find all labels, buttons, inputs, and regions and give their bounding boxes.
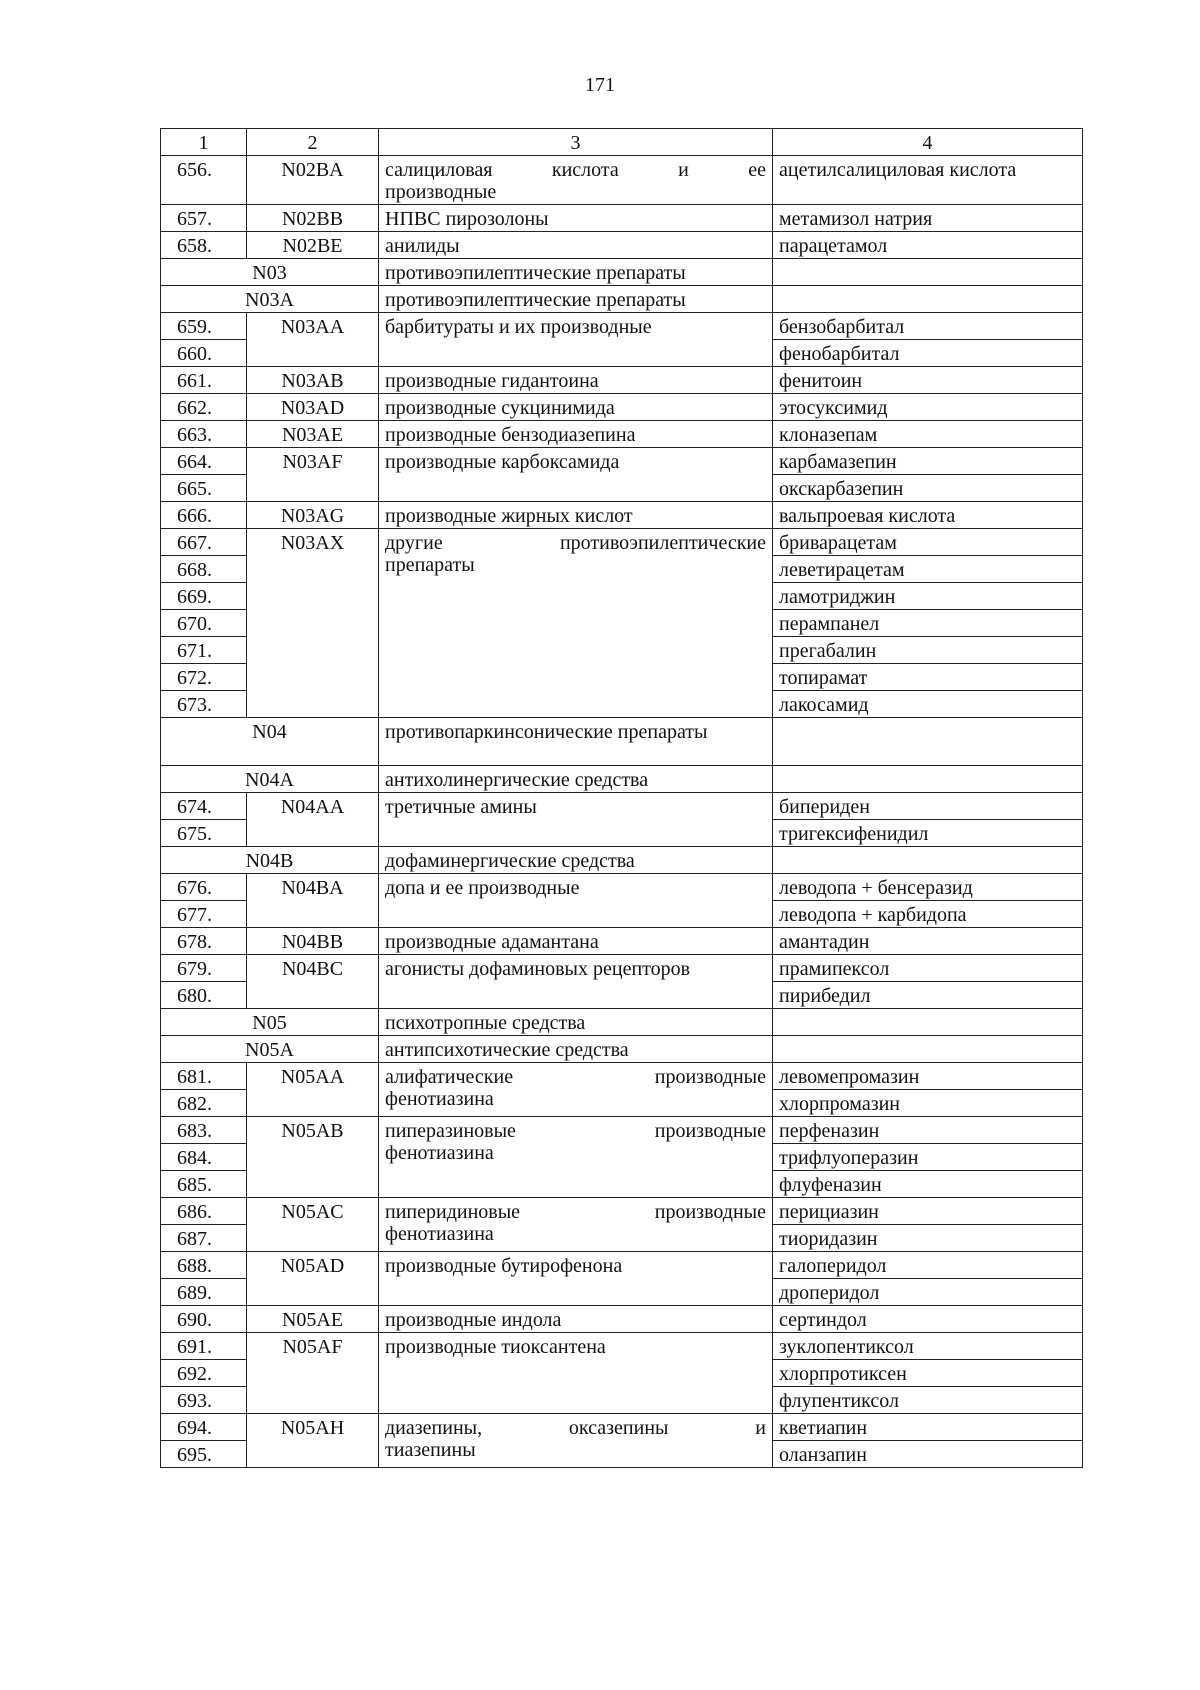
description-word: производные bbox=[654, 1201, 766, 1223]
row-number: 678. bbox=[161, 928, 247, 955]
drug-name: ацетилсалициловая кислота bbox=[773, 156, 1083, 205]
table-row bbox=[161, 367, 1083, 394]
description-word: оксазепины bbox=[568, 1417, 669, 1439]
drug-name: бензобарбитал bbox=[773, 313, 1083, 340]
atc-description: производные жирных кислот bbox=[379, 502, 773, 529]
group-row bbox=[161, 286, 1083, 313]
description-word: другие bbox=[385, 532, 443, 554]
description-line: фенотиазина bbox=[385, 1088, 494, 1110]
atc-description bbox=[379, 1063, 773, 1117]
group-row bbox=[161, 1009, 1083, 1036]
group-description: противопаркинсонические препараты bbox=[379, 718, 773, 766]
description-line: фенотиазина bbox=[385, 1142, 494, 1164]
row-number: 691. bbox=[161, 1333, 247, 1360]
drug-name: тригексифенидил bbox=[773, 820, 1083, 847]
row-number: 664. bbox=[161, 448, 247, 475]
atc-description bbox=[379, 1117, 773, 1198]
drug-name: пирибедил bbox=[773, 982, 1083, 1009]
drug-name: фенитоин bbox=[773, 367, 1083, 394]
row-number: 685. bbox=[161, 1171, 247, 1198]
drug-name: вальпроевая кислота bbox=[773, 502, 1083, 529]
description-word: противоэпилептические bbox=[559, 532, 766, 554]
atc-description: производные тиоксантена bbox=[379, 1333, 773, 1414]
atc-description: анилиды bbox=[379, 232, 773, 259]
group-code: N04B bbox=[161, 847, 379, 874]
page-number: 171 bbox=[585, 74, 615, 96]
row-number: 679. bbox=[161, 955, 247, 982]
row-number: 688. bbox=[161, 1252, 247, 1279]
table-row bbox=[161, 232, 1083, 259]
group-code: N04 bbox=[161, 718, 379, 766]
atc-code: N02BB bbox=[247, 205, 379, 232]
description-word: производные bbox=[654, 1120, 766, 1142]
row-number: 660. bbox=[161, 340, 247, 367]
description-word: и bbox=[678, 159, 689, 181]
row-number: 689. bbox=[161, 1279, 247, 1306]
table-row bbox=[161, 1333, 1083, 1360]
atc-code: N03AA bbox=[247, 313, 379, 367]
group-code: N03 bbox=[161, 259, 379, 286]
atc-description: производные карбоксамида bbox=[379, 448, 773, 502]
row-number: 693. bbox=[161, 1387, 247, 1414]
table-row bbox=[161, 502, 1083, 529]
table-header-row bbox=[161, 129, 1083, 156]
description-word: пиперидиновые bbox=[385, 1201, 521, 1223]
atc-description: НПВС пирозолоны bbox=[379, 205, 773, 232]
drug-name: фенобарбитал bbox=[773, 340, 1083, 367]
table-row bbox=[161, 874, 1083, 901]
atc-code: N04BB bbox=[247, 928, 379, 955]
atc-code: N05AC bbox=[247, 1198, 379, 1252]
atc-description: агонисты дофаминовых рецепторов bbox=[379, 955, 773, 1009]
group-description: антипсихотические средства bbox=[379, 1036, 773, 1063]
drug-name: ламотриджин bbox=[773, 583, 1083, 610]
atc-code: N05AF bbox=[247, 1333, 379, 1414]
drug-name: леводопа + карбидопа bbox=[773, 901, 1083, 928]
row-number: 676. bbox=[161, 874, 247, 901]
drug-name: леветирацетам bbox=[773, 556, 1083, 583]
row-number: 675. bbox=[161, 820, 247, 847]
drug-name: топирамат bbox=[773, 664, 1083, 691]
drug-name: левомепромазин bbox=[773, 1063, 1083, 1090]
description-word: и bbox=[755, 1417, 766, 1439]
row-number: 674. bbox=[161, 793, 247, 820]
group-row bbox=[161, 259, 1083, 286]
drug-name: этосуксимид bbox=[773, 394, 1083, 421]
description-line: тиазепины bbox=[385, 1439, 476, 1461]
empty-cell bbox=[773, 766, 1083, 793]
atc-description bbox=[379, 529, 773, 718]
empty-cell bbox=[773, 286, 1083, 313]
column-header-2: 2 bbox=[247, 129, 379, 156]
table-row bbox=[161, 205, 1083, 232]
atc-code: N04AA bbox=[247, 793, 379, 847]
table-row bbox=[161, 313, 1083, 340]
description-line: производные bbox=[385, 181, 497, 203]
row-number: 695. bbox=[161, 1441, 247, 1468]
row-number: 658. bbox=[161, 232, 247, 259]
drug-name: хлорпротиксен bbox=[773, 1360, 1083, 1387]
table-row bbox=[161, 394, 1083, 421]
drug-name: амантадин bbox=[773, 928, 1083, 955]
atc-code: N03AF bbox=[247, 448, 379, 502]
row-number: 666. bbox=[161, 502, 247, 529]
empty-cell bbox=[773, 718, 1083, 766]
row-number: 670. bbox=[161, 610, 247, 637]
atc-description: барбитураты и их производные bbox=[379, 313, 773, 367]
row-number: 667. bbox=[161, 529, 247, 556]
description-word: салициловая bbox=[385, 159, 493, 181]
row-number: 665. bbox=[161, 475, 247, 502]
atc-description: третичные амины bbox=[379, 793, 773, 847]
table-row bbox=[161, 1252, 1083, 1279]
row-number: 686. bbox=[161, 1198, 247, 1225]
atc-code: N05AE bbox=[247, 1306, 379, 1333]
atc-code: N05AB bbox=[247, 1117, 379, 1198]
table-row bbox=[161, 1306, 1083, 1333]
row-number: 692. bbox=[161, 1360, 247, 1387]
description-line: фенотиазина bbox=[385, 1223, 494, 1245]
row-number: 659. bbox=[161, 313, 247, 340]
drug-name: бриварацетам bbox=[773, 529, 1083, 556]
empty-cell bbox=[773, 1036, 1083, 1063]
atc-code: N03AE bbox=[247, 421, 379, 448]
group-code: N04A bbox=[161, 766, 379, 793]
atc-code: N05AD bbox=[247, 1252, 379, 1306]
description-line-justified bbox=[385, 1120, 766, 1142]
group-description: дофаминергические средства bbox=[379, 847, 773, 874]
atc-code: N04BA bbox=[247, 874, 379, 928]
table-row bbox=[161, 1198, 1083, 1225]
drug-name: хлорпромазин bbox=[773, 1090, 1083, 1117]
group-row bbox=[161, 1036, 1083, 1063]
drug-name: метамизол натрия bbox=[773, 205, 1083, 232]
drug-name: кветиапин bbox=[773, 1414, 1083, 1441]
drug-name: сертиндол bbox=[773, 1306, 1083, 1333]
atc-code: N04BC bbox=[247, 955, 379, 1009]
row-number: 662. bbox=[161, 394, 247, 421]
row-number: 694. bbox=[161, 1414, 247, 1441]
row-number: 682. bbox=[161, 1090, 247, 1117]
atc-description: производные индола bbox=[379, 1306, 773, 1333]
atc-description: производные бутирофенона bbox=[379, 1252, 773, 1306]
table-row bbox=[161, 1414, 1083, 1441]
column-header-3: 3 bbox=[379, 129, 773, 156]
drug-name: флупентиксол bbox=[773, 1387, 1083, 1414]
drug-name: галоперидол bbox=[773, 1252, 1083, 1279]
description-word: ее bbox=[748, 159, 766, 181]
drug-name: зуклопентиксол bbox=[773, 1333, 1083, 1360]
drug-name: флуфеназин bbox=[773, 1171, 1083, 1198]
atc-code: N02BE bbox=[247, 232, 379, 259]
group-description: противоэпилептические препараты bbox=[379, 286, 773, 313]
table-row bbox=[161, 156, 1083, 205]
description-line: препараты bbox=[385, 554, 475, 576]
row-number: 684. bbox=[161, 1144, 247, 1171]
row-number: 656. bbox=[161, 156, 247, 205]
atc-description: производные бензодиазепина bbox=[379, 421, 773, 448]
drug-name: окскарбазепин bbox=[773, 475, 1083, 502]
table-row bbox=[161, 448, 1083, 475]
group-row bbox=[161, 766, 1083, 793]
group-row bbox=[161, 718, 1083, 766]
atc-description: производные адамантана bbox=[379, 928, 773, 955]
atc-description: производные сукцинимида bbox=[379, 394, 773, 421]
group-row bbox=[161, 847, 1083, 874]
row-number: 681. bbox=[161, 1063, 247, 1090]
drug-classification-table bbox=[160, 128, 1083, 1468]
description-word: пиперазиновые bbox=[385, 1120, 516, 1142]
drug-name: дроперидол bbox=[773, 1279, 1083, 1306]
description-word: диазепины, bbox=[385, 1417, 483, 1439]
row-number: 661. bbox=[161, 367, 247, 394]
atc-code: N05AH bbox=[247, 1414, 379, 1468]
description-line-justified bbox=[385, 1417, 766, 1439]
drug-name: тиоридазин bbox=[773, 1225, 1083, 1252]
table-row bbox=[161, 421, 1083, 448]
description-line-justified bbox=[385, 159, 766, 181]
description-line-justified bbox=[385, 532, 766, 554]
row-number: 673. bbox=[161, 691, 247, 718]
drug-name: оланзапин bbox=[773, 1441, 1083, 1468]
atc-description bbox=[379, 1414, 773, 1468]
table-row bbox=[161, 793, 1083, 820]
empty-cell bbox=[773, 259, 1083, 286]
atc-code: N02BA bbox=[247, 156, 379, 205]
table-row bbox=[161, 1063, 1083, 1090]
drug-name: прегабалин bbox=[773, 637, 1083, 664]
description-line-justified bbox=[385, 1066, 766, 1088]
drug-name: перампанел bbox=[773, 610, 1083, 637]
drug-name: парацетамол bbox=[773, 232, 1083, 259]
atc-description: допа и ее производные bbox=[379, 874, 773, 928]
row-number: 677. bbox=[161, 901, 247, 928]
drug-name: перициазин bbox=[773, 1198, 1083, 1225]
row-number: 690. bbox=[161, 1306, 247, 1333]
row-number: 683. bbox=[161, 1117, 247, 1144]
row-number: 687. bbox=[161, 1225, 247, 1252]
table-row bbox=[161, 928, 1083, 955]
table-row bbox=[161, 529, 1083, 556]
drug-name: лакосамид bbox=[773, 691, 1083, 718]
atc-code: N03AB bbox=[247, 367, 379, 394]
drug-name: прамипексол bbox=[773, 955, 1083, 982]
description-word: алифатические bbox=[385, 1066, 514, 1088]
empty-cell bbox=[773, 847, 1083, 874]
table-body bbox=[161, 156, 1083, 1468]
group-description: антихолинергические средства bbox=[379, 766, 773, 793]
atc-description bbox=[379, 156, 773, 205]
drug-name: перфеназин bbox=[773, 1117, 1083, 1144]
table-row bbox=[161, 1117, 1083, 1144]
group-code: N05 bbox=[161, 1009, 379, 1036]
drug-name: леводопа + бенсеразид bbox=[773, 874, 1083, 901]
group-code: N03A bbox=[161, 286, 379, 313]
row-number: 663. bbox=[161, 421, 247, 448]
row-number: 672. bbox=[161, 664, 247, 691]
row-number: 657. bbox=[161, 205, 247, 232]
row-number: 668. bbox=[161, 556, 247, 583]
description-word: кислота bbox=[551, 159, 619, 181]
atc-code: N03AG bbox=[247, 502, 379, 529]
column-header-4: 4 bbox=[773, 129, 1083, 156]
row-number: 669. bbox=[161, 583, 247, 610]
atc-code: N03AD bbox=[247, 394, 379, 421]
row-number: 671. bbox=[161, 637, 247, 664]
group-description: психотропные средства bbox=[379, 1009, 773, 1036]
empty-cell bbox=[773, 1009, 1083, 1036]
column-header-1: 1 bbox=[161, 129, 247, 156]
row-number: 680. bbox=[161, 982, 247, 1009]
table-row bbox=[161, 955, 1083, 982]
description-word: производные bbox=[654, 1066, 766, 1088]
drug-name: клоназепам bbox=[773, 421, 1083, 448]
atc-code: N05AA bbox=[247, 1063, 379, 1117]
description-line-justified bbox=[385, 1201, 766, 1223]
group-code: N05A bbox=[161, 1036, 379, 1063]
drug-name: бипериден bbox=[773, 793, 1083, 820]
atc-description: производные гидантоина bbox=[379, 367, 773, 394]
drug-name: трифлуоперазин bbox=[773, 1144, 1083, 1171]
drug-name: карбамазепин bbox=[773, 448, 1083, 475]
group-description: противоэпилептические препараты bbox=[379, 259, 773, 286]
atc-description bbox=[379, 1198, 773, 1252]
atc-code: N03AX bbox=[247, 529, 379, 718]
